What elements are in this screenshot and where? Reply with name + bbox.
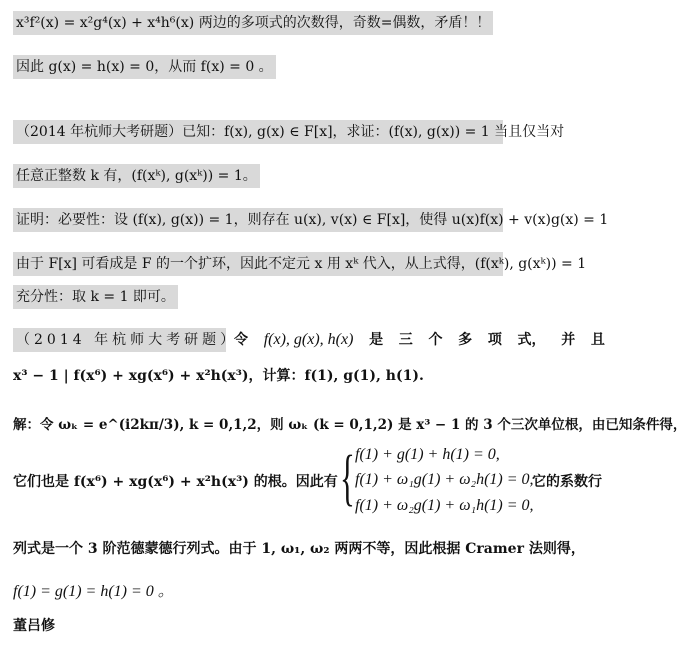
math: f(x), g(x), h(x) — [263, 331, 354, 348]
word: 多 — [458, 332, 473, 348]
line-problem2 — [13, 328, 605, 352]
word: 三 — [398, 332, 413, 348]
word: 并 — [561, 332, 576, 348]
line-solution-start: 解：令 ωₖ = e^(i2kπ/3), k = 0,1,2，则 ωₖ (k = 0,1,2) 是 x³ − 1 的 3 个三次单位根，由已知条件得， — [13, 417, 686, 433]
word: 令 — [234, 332, 248, 348]
line-solution-roots-right: 它的系数行 — [532, 474, 602, 490]
line-vandermonde: 列式是一个 3 阶范德蒙德行列式。由于 1, ω₁, ω₂ 两两不等，因此根据 Cramer 法则得， — [13, 541, 585, 557]
line-proof-sufficiency: 充分性：取 k = 1 即可。 — [13, 285, 178, 309]
line-proof-substitution: 由于 F[x] 可看成是 F 的一个扩环，因此不定元 x 用 xᵏ 代入，从上式得，(f(xᵏ), g(xᵏ)) = 1 — [13, 252, 503, 276]
brace-symbol: { — [340, 444, 355, 512]
problem2-text — [234, 328, 605, 352]
problem2-source-tag: （2014 年杭师大考研题） — [13, 328, 226, 352]
author-name: 董吕修 — [13, 618, 55, 634]
line-proof-necessity: 证明：必要性：设 (f(x), g(x)) = 1，则存在 u(x), v(x) ∈ F[x]，使得 u(x)f(x) + v(x)g(x) = 1 — [13, 208, 503, 232]
line-problem2-condition: x³ − 1 | f(x⁶) + xg(x⁶) + x²h(x³)，计算：f(1), g(1), h(1). — [13, 368, 424, 384]
word: 且 — [590, 332, 605, 348]
equation-3: f(1) + ω₂g(1) + ω₁h(1) = 0, — [355, 497, 534, 514]
line-conclusion: 因此 g(x) = h(x) = 0，从而 f(x) = 0 。 — [13, 55, 276, 79]
line-final-result: f(1) = g(1) = h(1) = 0 。 — [13, 583, 174, 600]
line-problem-statement-cont: 任意正整数 k 有，(f(xᵏ), g(xᵏ)) = 1。 — [13, 164, 260, 188]
word: 是 — [369, 332, 384, 348]
equation-1: f(1) + g(1) + h(1) = 0, — [355, 446, 500, 463]
line-problem-statement: （2014 年杭师大考研题）已知：f(x), g(x) ∈ F[x]，求证：(f(x), g(x)) = 1 当且仅当对 — [13, 120, 503, 144]
word: 式， — [517, 332, 546, 348]
line-contradiction: x³f²(x) = x²g⁴(x) + x⁴h⁶(x) 两边的多项式的次数得，奇数=偶数，矛盾！！ — [13, 11, 493, 35]
equation-2: f(1) + ω₁g(1) + ω₂h(1) = 0, — [355, 471, 534, 488]
word: 项 — [487, 332, 502, 348]
line-solution-roots: 它们也是 f(x⁶) + xg(x⁶) + x²h(x³) 的根。因此有 — [13, 474, 338, 490]
word: 个 — [428, 332, 443, 348]
